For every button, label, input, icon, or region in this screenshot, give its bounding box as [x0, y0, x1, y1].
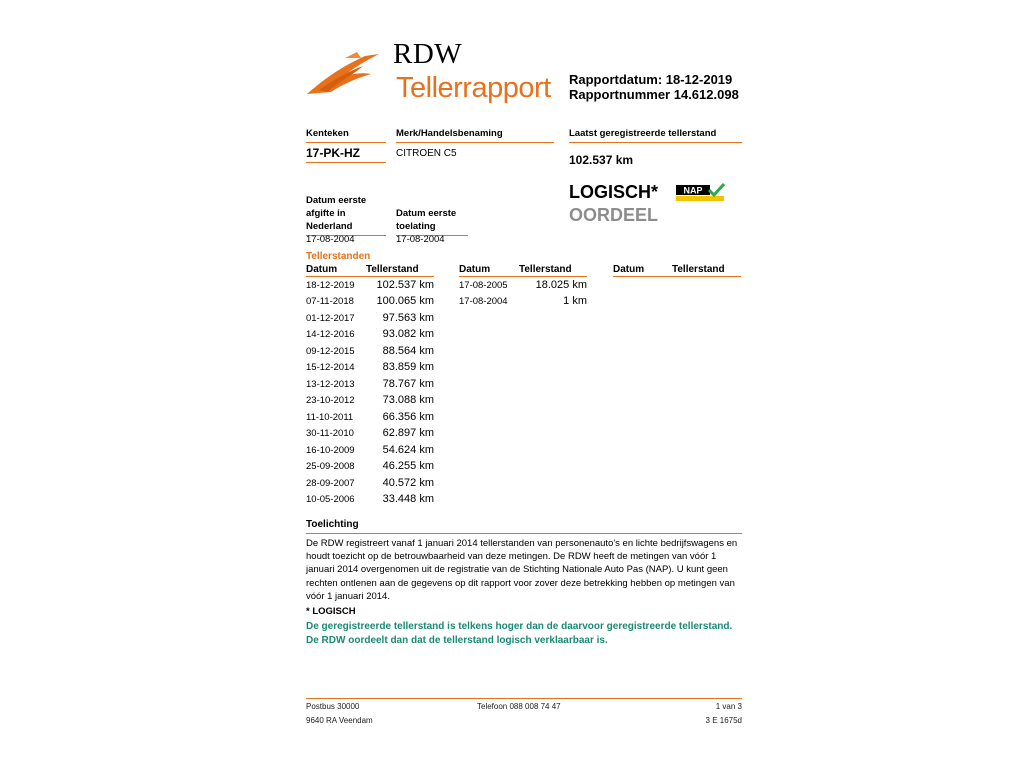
footer-divider	[306, 698, 742, 699]
reading-date: 15-12-2014	[306, 362, 355, 373]
nap-logo-icon	[676, 183, 726, 203]
reading-km: 1 km	[563, 295, 587, 307]
reading-date: 17-08-2005	[459, 280, 508, 291]
reading-date: 10-05-2006	[306, 494, 355, 505]
reading-km: 33.448 km	[382, 493, 434, 505]
reading-km: 97.563 km	[382, 312, 434, 324]
reading-date: 17-08-2004	[459, 296, 508, 307]
reading-date: 13-12-2013	[306, 379, 355, 390]
reading-date: 16-10-2009	[306, 445, 355, 456]
readings-date-header: Datum	[306, 264, 338, 275]
reading-date: 23-10-2012	[306, 395, 355, 406]
reading-date: 28-09-2007	[306, 478, 355, 489]
first-admission-value: 17-08-2004	[396, 234, 445, 245]
reading-date: 14-12-2016	[306, 329, 355, 340]
readings-header-underline	[306, 276, 434, 277]
reading-km: 83.859 km	[382, 361, 434, 373]
reading-km: 66.356 km	[382, 411, 434, 423]
readings-header-underline	[459, 276, 587, 277]
reading-date: 07-11-2018	[306, 296, 354, 307]
readings-date-header: Datum	[613, 264, 645, 275]
reading-km: 18.025 km	[535, 279, 587, 291]
reading-date: 18-12-2019	[306, 280, 355, 291]
readings-title: Tellerstanden	[306, 251, 371, 262]
footer-postbus: Postbus 30000	[306, 702, 360, 711]
readings-date-header: Datum	[459, 264, 491, 275]
reading-km: 62.897 km	[382, 427, 434, 439]
explanation-title: Toelichting	[306, 519, 359, 530]
verdict-text: LOGISCH*	[569, 182, 659, 202]
footer-city: 9640 RA Veendam	[306, 716, 373, 725]
last-reading-value: 102.537 km	[569, 153, 634, 167]
reading-km: 40.572 km	[382, 477, 434, 489]
reading-date: 11-10-2011	[306, 412, 354, 423]
footer-page: 1 van 3	[715, 702, 742, 711]
org-name: RDW	[393, 38, 463, 70]
report-title: Tellerrapport	[396, 72, 551, 104]
report-number: Rapportnummer 14.612.098	[569, 87, 739, 102]
explanation-divider	[306, 533, 742, 534]
reading-km: 102.537 km	[376, 279, 434, 291]
readings-km-header: Tellerstand	[366, 264, 419, 275]
verdict-explanation: De geregistreerde tellerstand is telkens hoger dan de daarvoor geregistreerde tellerstand. De RDW oordeelt dan dat de tellerstand logisch verklaarbaar is.	[306, 621, 733, 646]
verdict-label: * LOGISCH	[306, 606, 356, 617]
reading-date: 09-12-2015	[306, 346, 355, 357]
verdict-subtitle: OORDEEL	[569, 205, 659, 225]
reading-km: 54.624 km	[382, 444, 434, 456]
report-date: Rapportdatum: 18-12-2019	[569, 72, 733, 87]
plate-label: Kenteken	[306, 127, 386, 143]
first-admission-label: Datum eerste toelating	[396, 207, 468, 236]
first-nl-value: 17-08-2004	[306, 234, 355, 245]
brand-value: CITROEN C5	[396, 148, 457, 159]
footer-code: 3 E 1675d	[705, 716, 742, 725]
reading-km: 88.564 km	[382, 345, 434, 357]
readings-header-underline	[613, 276, 741, 277]
plate-value: 17-PK-HZ	[306, 146, 361, 160]
first-nl-label: Datum eerste afgifte in Nederland	[306, 194, 386, 236]
reading-km: 93.082 km	[382, 328, 434, 340]
reading-km: 46.255 km	[382, 460, 434, 472]
readings-km-header: Tellerstand	[519, 264, 572, 275]
footer-phone: Telefoon 088 008 74 47	[477, 702, 561, 711]
explanation-body: De RDW registreert vanaf 1 januari 2014 tellerstanden van personenauto's en lichte bedrijfswagens en houdt toezicht op de betrouwbaarheid van deze metingen. De RDW heeft de metingen van vóór 1 januari 2014 overgenomen uit de registratie van de Stichting Nationale Auto Pas (NAP). U kunt geen rechten ontlenen aan de gegevens op dit rapport voor zover deze betrekking hebben op metingen van vóór 1 januari 2014.	[306, 538, 738, 602]
last-reading-label: Laatst geregistreerde tellerstand	[569, 127, 742, 143]
reading-km: 100.065 km	[376, 295, 434, 307]
reading-km: 78.767 km	[382, 378, 434, 390]
reading-date: 01-12-2017	[306, 313, 355, 324]
reading-km: 73.088 km	[382, 394, 434, 406]
readings-km-header: Tellerstand	[672, 264, 725, 275]
reading-date: 25-09-2008	[306, 461, 355, 472]
rdw-logo-icon	[305, 50, 385, 96]
plate-divider	[306, 162, 386, 163]
brand-label: Merk/Handelsbenaming	[396, 127, 554, 143]
reading-date: 30-11-2010	[306, 428, 354, 439]
svg-text:NAP: NAP	[683, 185, 703, 196]
